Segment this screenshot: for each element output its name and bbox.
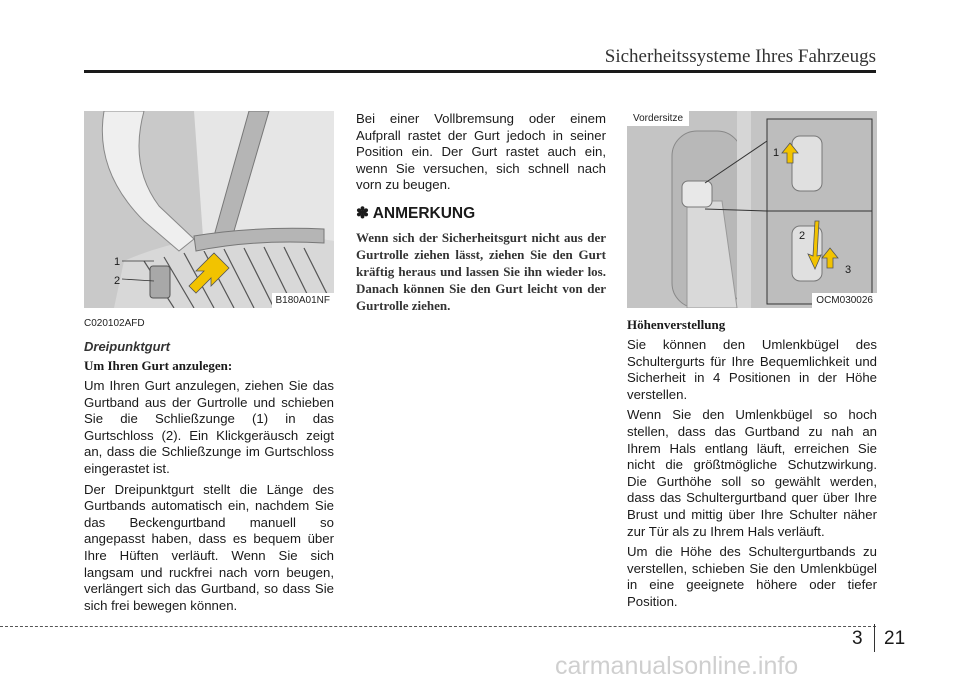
callout-labels [84,111,334,308]
callout-3: 3 [845,264,852,276]
paragraph: Um die Höhe des Schultergurtbands zu verstellen, schieben Sie den Umlenkbügel in eine geeignete höhere oder tiefer Position. [627,544,877,609]
column-middle [356,111,606,314]
section-code: C020102AFD [84,318,145,329]
paragraph: Um Ihren Gurt anzulegen, ziehen Sie das Gurtband aus der Gurtrolle und schieben Sie die Schließzunge (1) in das Gurtschloss (2). Ein Klickgeräusch zeigt an, dass die Schließzunge im Gurtschloss eingerastet ist. [84,378,334,476]
note-text: Wenn sich der Sicherheitsgurt nicht aus der Gurtrolle ziehen lässt, ziehen Sie den Gurt kräftig heraus und lassen Sie ihn wieder los. Danach können Sie den Gurt leicht von der Gurtrolle ziehen. [356,229,606,313]
callout-labels [627,111,877,308]
running-header: Sicherheitssysteme Ihres Fahrzeugs [604,46,876,67]
belt-height-adjuster-illustration [627,111,877,308]
image-code: B180A01NF [272,293,334,308]
callout-1: 1 [773,147,780,159]
paragraph: Sie können den Umlenkbügel des Schultergurts für Ihre Bequemlichkeit und Sicherheit in 4 Positionen in der Höhe verstellen. [627,337,877,402]
callout-2: 2 [114,275,121,287]
section-number: 3 [852,628,863,649]
seatbelt-fastening-illustration [84,111,334,308]
page-number: 21 [884,628,906,649]
note-heading: ✽ ANMERKUNG [356,204,476,222]
image-tag: Vordersitze [627,111,689,126]
watermark: carmanualsonline.info [555,652,799,680]
footer-rule [0,626,876,627]
header-rule [84,70,876,73]
image-code: OCM030026 [812,293,877,308]
column-left [84,111,334,614]
page-divider [874,624,875,652]
callout-2: 2 [799,230,806,242]
paragraph: Der Dreipunktgurt stellt die Länge des Gurtbands automatisch ein, nachdem Sie das Beckengurtband manuell so angepasst haben, dass es bequem über Ihre Hüften verläuft. Wenn Sie sich langsam und ruckfrei nach vorn beugen, verlängert sich das Gurtband, so dass Sie sich frei bewegen können. [84,481,334,613]
subheading: Um Ihren Gurt anzulegen: [84,358,233,373]
section-heading: Höhenverstellung [627,317,726,332]
paragraph: Bei einer Vollbremsung oder einem Aufprall rastet der Gurt jedoch in seiner Position ein. Der Gurt rastet auch ein, wenn Sie versuchen, sich schnell nach vorn zu beugen. [356,111,606,193]
column-right [627,111,877,611]
paragraph: Wenn Sie den Umlenkbügel so hoch stellen, dass das Gurtband zu nah an Ihrem Hals entlang läuft, erreichen Sie nicht die größtmögliche Schutzwirkung. Die Gurthöhe soll so gewählt werden, dass das Schultergurtband quer über Ihre Brust und mittig über Ihre Schulter näher zur Tür als zu Ihrem Hals verläuft. [627,407,877,539]
callout-1: 1 [114,256,121,268]
section-heading: Dreipunktgurt [84,339,170,354]
